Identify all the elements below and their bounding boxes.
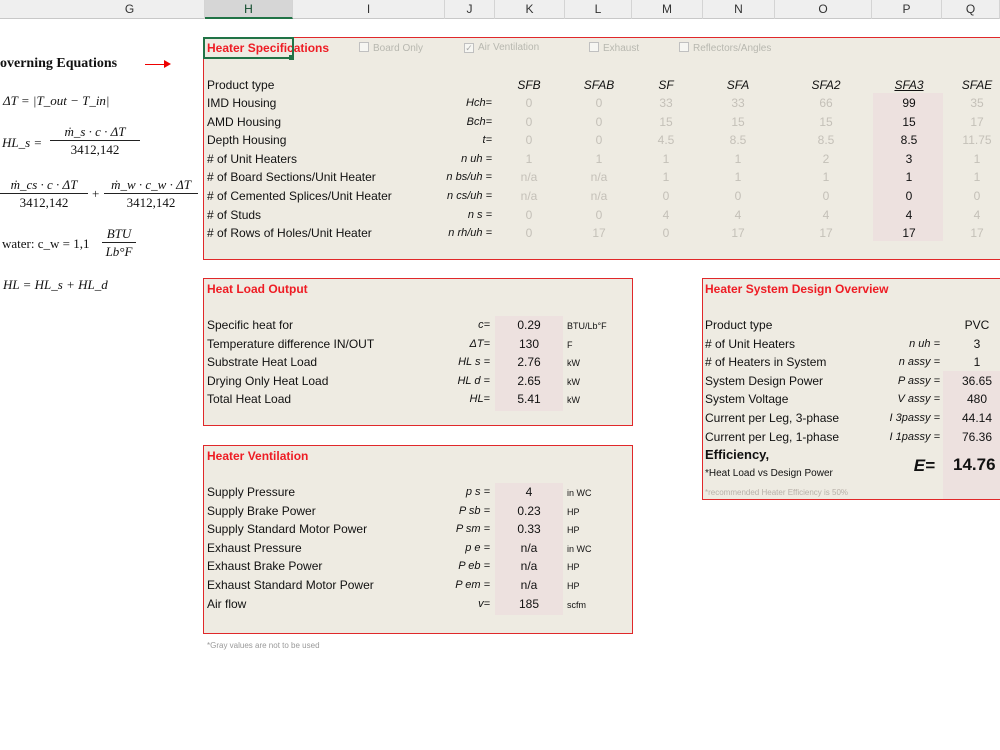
- panel-title: Heat Load Output: [207, 282, 308, 296]
- checkbox-exhaust[interactable]: [589, 42, 639, 54]
- column-header-i[interactable]: I: [293, 0, 445, 19]
- product-sfb[interactable]: SFB: [517, 78, 541, 92]
- spec-cell: 0: [822, 189, 830, 203]
- row-value: PVC: [964, 318, 990, 332]
- spec-cell: 8.5: [900, 133, 918, 148]
- row-value: 76.36: [961, 429, 993, 444]
- spec-row-symbol: Hch=: [466, 97, 492, 109]
- row-label: Supply Brake Power: [207, 503, 316, 518]
- spec-cell: 8.5: [817, 133, 835, 148]
- spec-cell: 15: [731, 114, 745, 129]
- spec-cell: 0: [595, 114, 603, 129]
- row-value: 3: [973, 336, 981, 351]
- spec-cell: 4: [905, 207, 913, 222]
- checkbox-reflectors-angles[interactable]: [679, 42, 771, 54]
- row-value: 5.41: [517, 392, 541, 407]
- row-symbol: HL=: [469, 393, 490, 406]
- spec-cell: 17: [970, 114, 984, 129]
- spec-cell: n/a: [520, 170, 538, 185]
- spec-cell: 1: [905, 170, 913, 185]
- equation-hls-den: 3412,142: [70, 142, 120, 157]
- equation-hld-num2: ṁ_w · c_w · ΔT: [104, 177, 198, 194]
- spec-cell: 4: [973, 207, 981, 222]
- checkbox-box[interactable]: [359, 42, 369, 52]
- column-header-n[interactable]: N: [703, 0, 775, 19]
- spec-row-label: # of Rows of Holes/Unit Heater: [207, 226, 372, 241]
- spec-cell: 1: [822, 170, 830, 185]
- row-label: # of Heaters in System: [705, 355, 827, 370]
- row-label: Exhaust Standard Motor Power: [207, 578, 374, 592]
- checkbox-label: Reflectors/Angles: [693, 43, 772, 54]
- row-label: Drying Only Heat Load: [207, 373, 329, 388]
- row-symbol: HL d =: [457, 374, 490, 387]
- row-symbol: c=: [478, 319, 490, 331]
- spec-cell: 15: [659, 114, 673, 129]
- checkbox-box[interactable]: [589, 42, 599, 52]
- spec-cell: 0: [734, 189, 742, 203]
- row-value: 185: [518, 596, 540, 611]
- row-symbol: v=: [478, 597, 490, 610]
- row-value: 480: [966, 392, 988, 407]
- column-header-j[interactable]: J: [445, 0, 495, 19]
- spec-cell: 0: [973, 189, 981, 203]
- spec-row-label: # of Unit Heaters: [207, 151, 298, 166]
- spec-cell: 0: [662, 226, 670, 241]
- spec-cell: 17: [902, 226, 916, 241]
- checkbox-air-ventilation[interactable]: [464, 42, 539, 53]
- efficiency-label: Efficiency,: [705, 447, 770, 462]
- spec-cell: 4: [822, 207, 830, 222]
- row-label: # of Unit Heaters: [705, 336, 796, 351]
- spec-cell: n/a: [590, 170, 608, 185]
- spec-row-symbol: n uh =: [461, 152, 492, 165]
- selected-cell[interactable]: [203, 37, 294, 59]
- gray-values-note: *Gray values are not to be used: [207, 641, 320, 650]
- row-value: 4: [525, 485, 533, 499]
- spec-cell: n/a: [520, 189, 538, 203]
- spec-cell: 1: [662, 170, 670, 185]
- panel-title: Heater Ventilation: [207, 449, 309, 463]
- column-header-g[interactable]: G: [55, 0, 205, 19]
- efficiency-subtitle: *Heat Load vs Design Power: [705, 468, 833, 479]
- product-sfa[interactable]: SFA: [726, 78, 750, 92]
- spec-cell: 4: [734, 207, 742, 222]
- column-header-bar: [0, 0, 1000, 19]
- row-unit: kW: [567, 358, 580, 369]
- checkbox-box[interactable]: ✓: [465, 43, 473, 53]
- system-design-overview-panel: [702, 278, 1000, 500]
- row-value: 36.65: [961, 373, 993, 388]
- row-unit: kW: [567, 376, 580, 387]
- spec-cell: 0: [595, 96, 603, 110]
- spec-cell: 1: [734, 170, 742, 185]
- row-label: Substrate Heat Load: [207, 355, 318, 370]
- equation-hld-num1: ṁ_cs · c · ΔT: [0, 177, 88, 194]
- row-value: 2.65: [517, 373, 541, 388]
- efficiency-value: 14.76: [953, 455, 996, 474]
- spec-cell: 0: [525, 226, 533, 241]
- row-label: Supply Pressure: [207, 485, 296, 499]
- heater-specifications-panel: [203, 37, 1000, 260]
- column-header-h[interactable]: H: [205, 0, 293, 19]
- product-sfae[interactable]: SFAE: [961, 78, 993, 92]
- spec-cell: 0: [525, 96, 533, 110]
- spec-cell: 11.75: [962, 133, 992, 148]
- row-value: 0.23: [517, 503, 541, 518]
- spec-cell: 15: [819, 114, 833, 129]
- heat-load-output-panel: [203, 278, 633, 426]
- equation-total-hl: HL = HL_s + HL_d: [3, 277, 108, 292]
- spec-cell: 2: [822, 151, 830, 166]
- row-label: Specific heat for: [207, 318, 294, 332]
- equation-hld-den2: 3412,142: [126, 195, 176, 210]
- spec-cell: 1: [662, 151, 670, 166]
- row-symbol: P assy =: [897, 374, 940, 387]
- spec-row-label: # of Board Sections/Unit Heater: [207, 170, 376, 185]
- checkbox-label: Exhaust: [603, 43, 640, 54]
- row-symbol: HL s =: [458, 356, 490, 369]
- spec-row-symbol: t=: [482, 134, 492, 147]
- spec-row-label: AMD Housing: [207, 114, 282, 129]
- spec-cell: 1: [734, 151, 742, 166]
- heater-ventilation-panel: [203, 445, 633, 634]
- row-label: Product type: [705, 318, 773, 332]
- spec-cell: 1: [973, 151, 981, 166]
- spec-cell: 0: [905, 189, 913, 203]
- equation-hls-num: ṁ_s · c · ΔT: [50, 124, 140, 141]
- spec-cell: 0: [525, 114, 533, 129]
- spec-cell: 17: [819, 226, 833, 241]
- equation-cw-den: Lb°F: [105, 244, 133, 259]
- row-label: Current per Leg, 3-phase: [705, 411, 840, 425]
- equation-water-cw: water: c_w = 1,1: [2, 236, 90, 251]
- spec-cell: 17: [592, 226, 606, 241]
- row-label: Supply Standard Motor Power: [207, 522, 368, 537]
- efficiency-symbol: E=: [913, 456, 935, 475]
- equation-plus: +: [92, 186, 100, 201]
- row-symbol: I 3passy =: [889, 412, 940, 424]
- checkbox-label: Air Ventilation: [478, 42, 540, 53]
- product-sfa2[interactable]: SFA2: [811, 78, 841, 92]
- spec-row-label: IMD Housing: [207, 96, 277, 110]
- product-type-label: Product type: [207, 78, 275, 92]
- row-symbol: n uh =: [909, 337, 940, 350]
- row-symbol: p e =: [465, 541, 490, 554]
- spec-cell: 1: [525, 151, 533, 166]
- spec-cell: 17: [731, 226, 745, 241]
- fill-handle[interactable]: [289, 55, 294, 60]
- row-label: Current per Leg, 1-phase: [705, 429, 840, 444]
- checkbox-label: Board Only: [373, 43, 424, 54]
- spec-cell: 1: [973, 170, 981, 185]
- equations-title: overning Equations: [0, 56, 118, 71]
- row-symbol: P sm =: [455, 523, 490, 536]
- column-header-k[interactable]: K: [495, 0, 565, 19]
- equation-hls-lhs: HL_s =: [2, 135, 43, 150]
- spec-row-symbol: n rh/uh =: [448, 227, 492, 240]
- row-value: n/a: [520, 540, 538, 555]
- spec-row-symbol: n cs/uh =: [447, 190, 492, 202]
- row-unit: BTU/Lb°F: [567, 321, 607, 331]
- row-label: Total Heat Load: [207, 392, 292, 407]
- spec-cell: n/a: [590, 189, 608, 203]
- row-unit: HP: [567, 581, 580, 591]
- column-header-l[interactable]: L: [565, 0, 632, 19]
- column-header-q[interactable]: Q: [942, 0, 1000, 19]
- spec-row-label: # of Cemented Splices/Unit Heater: [207, 189, 392, 203]
- product-sfa3[interactable]: SFA3: [894, 78, 924, 92]
- spec-row-label: # of Studs: [207, 207, 262, 222]
- row-symbol: P em =: [455, 579, 490, 591]
- row-label: Temperature difference IN/OUT: [207, 336, 375, 351]
- row-symbol: ΔT=: [469, 337, 490, 350]
- equation-hld-den1: 3412,142: [19, 195, 69, 210]
- spec-cell: 0: [595, 207, 603, 222]
- row-symbol: p s =: [465, 486, 490, 498]
- row-unit: HP: [567, 506, 580, 517]
- spec-cell: 0: [525, 207, 533, 222]
- row-symbol: P eb =: [458, 560, 490, 573]
- spec-cell: 66: [819, 96, 833, 110]
- row-value: 130: [518, 336, 540, 351]
- row-value: 2.76: [517, 355, 541, 370]
- spec-cell: 3: [905, 151, 913, 166]
- row-value: n/a: [520, 578, 538, 592]
- row-value: 0.33: [517, 522, 541, 537]
- row-unit: in WC: [567, 543, 592, 554]
- row-unit: HP: [567, 562, 580, 573]
- row-value: n/a: [520, 559, 538, 574]
- spec-cell: 33: [731, 96, 745, 110]
- spec-cell: 8.5: [729, 133, 747, 148]
- panel-title: Heater System Design Overview: [705, 282, 889, 296]
- row-label: System Design Power: [705, 373, 824, 388]
- spec-cell: 1: [595, 151, 603, 166]
- row-unit: scfm: [567, 599, 586, 610]
- row-unit: kW: [567, 395, 580, 406]
- equation-delta-t: ΔT = |T_out − T_in|: [3, 93, 110, 108]
- column-header-m[interactable]: M: [632, 0, 703, 19]
- row-symbol: V assy =: [897, 393, 940, 406]
- spec-cell: 17: [970, 226, 984, 241]
- product-sf[interactable]: SF: [658, 78, 674, 92]
- spec-cell: 4: [662, 207, 670, 222]
- spec-row-label: Depth Housing: [207, 133, 287, 148]
- arrow-head-icon: [164, 60, 171, 68]
- row-label: Exhaust Brake Power: [207, 559, 323, 574]
- spec-row-symbol: n s =: [467, 208, 492, 221]
- row-label: System Voltage: [705, 392, 789, 407]
- spec-cell: 15: [902, 114, 916, 129]
- row-value: 44.14: [961, 411, 993, 425]
- spec-row-symbol: n bs/uh =: [446, 171, 492, 184]
- row-symbol: I 1passy =: [889, 430, 940, 443]
- equation-cw-num: BTU: [102, 226, 136, 243]
- row-value: 0.29: [517, 318, 541, 332]
- product-sfab[interactable]: SFAB: [583, 78, 615, 92]
- spec-cell: 0: [595, 133, 603, 148]
- spec-cell: 33: [659, 96, 673, 110]
- panel-title: Heater Specifications: [207, 41, 330, 55]
- checkbox-box[interactable]: [679, 42, 689, 52]
- row-value: 1: [973, 355, 981, 370]
- efficiency-note: *recommended Heater Efficiency is 50%: [705, 488, 849, 497]
- spec-row-symbol: Bch=: [466, 115, 492, 128]
- checkbox-board-only[interactable]: [359, 42, 423, 54]
- spec-cell: 0: [525, 133, 533, 148]
- row-symbol: P sb =: [458, 504, 490, 517]
- row-unit: F: [567, 339, 573, 350]
- row-label: Air flow: [207, 596, 247, 611]
- spec-cell: 0: [662, 189, 670, 203]
- column-header-p[interactable]: P: [872, 0, 942, 19]
- row-label: Exhaust Pressure: [207, 540, 302, 555]
- column-header-o[interactable]: O: [775, 0, 872, 19]
- row-symbol: n assy =: [898, 356, 940, 369]
- spec-cell: 99: [902, 96, 916, 110]
- row-unit: in WC: [567, 488, 592, 498]
- row-unit: HP: [567, 525, 580, 536]
- spec-cell: 4.5: [657, 133, 675, 148]
- spec-cell: 35: [970, 96, 984, 110]
